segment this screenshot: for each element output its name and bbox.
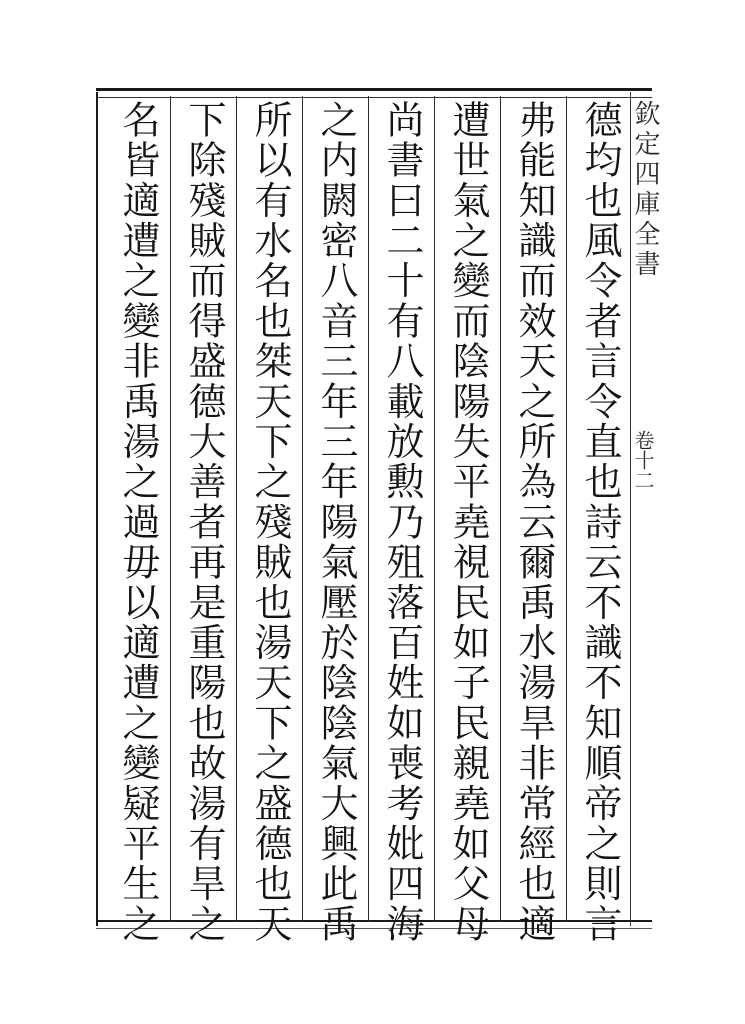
- column-divider: [500, 96, 501, 922]
- column-divider: [368, 96, 369, 922]
- column-divider: [236, 96, 237, 922]
- text-column-1: 德均也風令者言令直也詩云不識不知順帝之則言: [578, 100, 622, 945]
- top-border-rule: [96, 88, 652, 91]
- bottom-border-inner-rule: [96, 928, 652, 929]
- text-column-8: 名皆適遭之變非禹湯之過毋以適遭之變疑平生之: [116, 100, 160, 945]
- text-column-4: 尚書曰二十有八載放勲乃殂落百姓如喪考妣四海: [380, 100, 424, 945]
- text-column-3: 遭世氣之變而陰陽失平堯視民如子民親堯如父母: [446, 100, 490, 945]
- column-divider: [170, 96, 171, 922]
- text-column-6: 所以有水名也桀天下之殘賊也湯天下之盛德也天: [248, 100, 292, 945]
- bottom-border-rule: [96, 920, 652, 922]
- margin-book-title: 欽定四庫全書: [630, 100, 660, 280]
- text-column-2: 弗能知識而效天之所為云爾禹水湯旱非常經也適: [512, 100, 556, 945]
- margin-volume-mark: 卷十二: [631, 430, 655, 490]
- top-border-inner-rule: [96, 97, 652, 98]
- column-divider: [566, 96, 567, 922]
- text-column-5: 之内閼密八音三年三年陽氣壓於陰陰氣大興此禹: [314, 100, 358, 945]
- text-column-7: 下除殘賊而得盛德大善者再是重陽也故湯有旱之: [182, 100, 226, 945]
- column-divider: [302, 96, 303, 922]
- left-frame-rule: [96, 92, 98, 926]
- column-divider: [434, 96, 435, 922]
